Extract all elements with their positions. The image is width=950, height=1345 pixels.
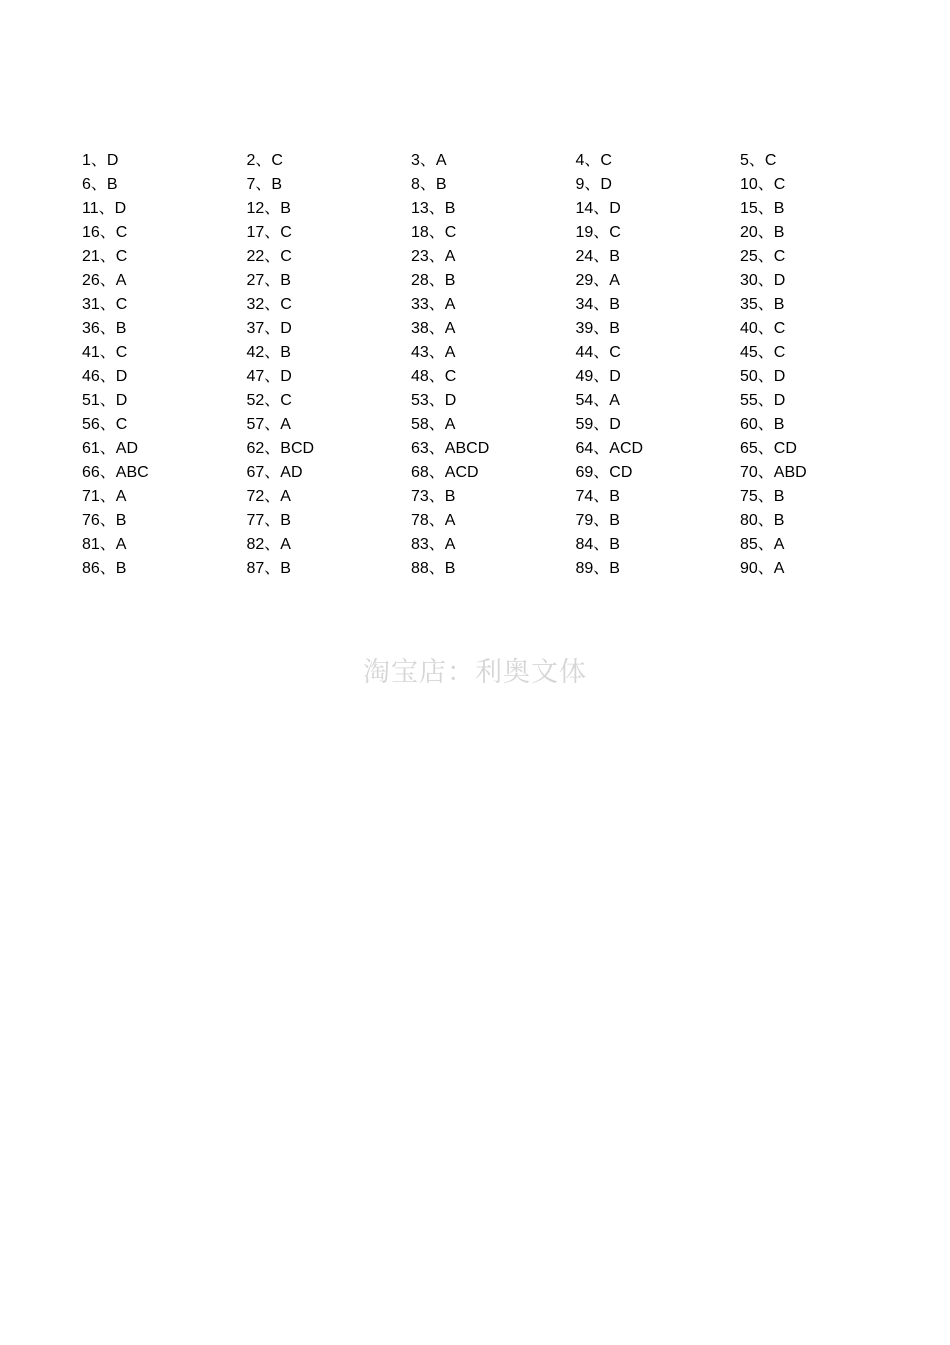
answer-item: 18、C [411, 224, 457, 241]
answer-item: 56、C [82, 416, 128, 433]
answer-row [82, 245, 922, 269]
answer-item: 64、ACD [575, 440, 644, 457]
answer-item: 58、A [411, 416, 456, 433]
answer-item: 57、A [246, 416, 291, 433]
answer-item: 22、C [246, 248, 292, 265]
answer-item: 89、B [575, 560, 620, 577]
answer-row [82, 413, 922, 437]
answer-item: 82、A [246, 536, 291, 553]
answer-row [82, 341, 922, 365]
answer-item: 86、B [82, 560, 127, 577]
answer-row [82, 149, 922, 173]
answer-item: 50、D [740, 368, 786, 385]
answer-item: 66、ABC [82, 464, 149, 481]
answer-item: 32、C [246, 296, 292, 313]
answer-item: 87、B [246, 560, 291, 577]
answer-item: 20、B [740, 224, 785, 241]
answer-item: 34、B [575, 296, 620, 313]
answer-item: 39、B [575, 320, 620, 337]
answer-item: 44、C [575, 344, 621, 361]
answer-item: 55、D [740, 392, 786, 409]
answer-item: 31、C [82, 296, 128, 313]
answer-item: 77、B [246, 512, 291, 529]
answer-item: 41、C [82, 344, 128, 361]
answer-item: 53、D [411, 392, 457, 409]
answer-item: 63、ABCD [411, 440, 490, 457]
answer-row [82, 485, 922, 509]
answer-row [82, 269, 922, 293]
answer-item: 78、A [411, 512, 456, 529]
answer-item: 11、D [82, 200, 127, 217]
answer-item: 28、B [411, 272, 456, 289]
answer-row [82, 173, 922, 197]
answer-row [82, 389, 922, 413]
answer-item: 29、A [575, 272, 620, 289]
answer-item: 72、A [246, 488, 291, 505]
answer-item: 21、C [82, 248, 128, 265]
answer-item: 67、AD [246, 464, 303, 481]
answer-item: 69、CD [575, 464, 633, 481]
answer-item: 25、C [740, 248, 786, 265]
answer-item: 24、B [575, 248, 620, 265]
answer-item: 70、ABD [740, 464, 807, 481]
answer-item: 90、A [740, 560, 785, 577]
answer-item: 43、A [411, 344, 456, 361]
answer-item: 83、A [411, 536, 456, 553]
watermark-text: 淘宝店：利奥文体 [363, 657, 587, 688]
answer-item: 26、A [82, 272, 127, 289]
answer-item: 42、B [246, 344, 291, 361]
answer-item: 38、A [411, 320, 456, 337]
answer-item: 79、B [575, 512, 620, 529]
answer-item: 40、C [740, 320, 786, 337]
answer-item: 84、B [575, 536, 620, 553]
answer-item: 7、B [246, 176, 283, 193]
answer-row [82, 461, 922, 485]
answer-item: 36、B [82, 320, 127, 337]
answer-item: 88、B [411, 560, 456, 577]
answer-row [82, 533, 922, 557]
answer-row [82, 197, 922, 221]
answer-item: 68、ACD [411, 464, 479, 481]
answer-item: 81、A [82, 536, 127, 553]
answer-item: 76、B [82, 512, 127, 529]
answer-item: 60、B [740, 416, 785, 433]
answer-item: 74、B [575, 488, 620, 505]
answer-item: 16、C [82, 224, 128, 241]
answer-item: 3、A [411, 152, 447, 169]
answer-item: 13、B [411, 200, 456, 217]
answer-row [82, 293, 922, 317]
answer-item: 35、B [740, 296, 785, 313]
answer-item: 73、B [411, 488, 456, 505]
answer-item: 62、BCD [246, 440, 315, 457]
answer-item: 52、C [246, 392, 292, 409]
answer-item: 48、C [411, 368, 457, 385]
answer-item: 10、C [740, 176, 786, 193]
answer-row [82, 365, 922, 389]
answer-row [82, 437, 922, 461]
answer-item: 6、B [82, 176, 118, 193]
answer-item: 17、C [246, 224, 292, 241]
answer-item: 1、D [82, 152, 119, 169]
answer-item: 80、B [740, 512, 785, 529]
answer-key-grid [82, 149, 922, 581]
answer-item: 19、C [575, 224, 621, 241]
answer-item: 30、D [740, 272, 786, 289]
answer-item: 12、B [246, 200, 291, 217]
answer-item: 46、D [82, 368, 128, 385]
answer-item: 9、D [575, 176, 612, 193]
answer-item: 14、D [575, 200, 621, 217]
answer-item: 5、C [740, 152, 777, 169]
answer-item: 45、C [740, 344, 786, 361]
answer-item: 54、A [575, 392, 620, 409]
answer-item: 4、C [575, 152, 612, 169]
answer-item: 61、AD [82, 440, 139, 457]
answer-item: 75、B [740, 488, 785, 505]
answer-item: 15、B [740, 200, 785, 217]
answer-item: 37、D [246, 320, 292, 337]
answer-item: 27、B [246, 272, 291, 289]
answer-item: 49、D [575, 368, 621, 385]
answer-item: 65、CD [740, 440, 797, 457]
answer-row [82, 509, 922, 533]
answer-row [82, 317, 922, 341]
answer-item: 71、A [82, 488, 127, 505]
answer-row [82, 557, 922, 581]
answer-item: 59、D [575, 416, 621, 433]
answer-item: 85、A [740, 536, 785, 553]
answer-item: 8、B [411, 176, 447, 193]
answer-item: 47、D [246, 368, 292, 385]
answer-item: 51、D [82, 392, 128, 409]
answer-item: 2、C [246, 152, 283, 169]
answer-item: 33、A [411, 296, 456, 313]
answer-row [82, 221, 922, 245]
answer-item: 23、A [411, 248, 456, 265]
